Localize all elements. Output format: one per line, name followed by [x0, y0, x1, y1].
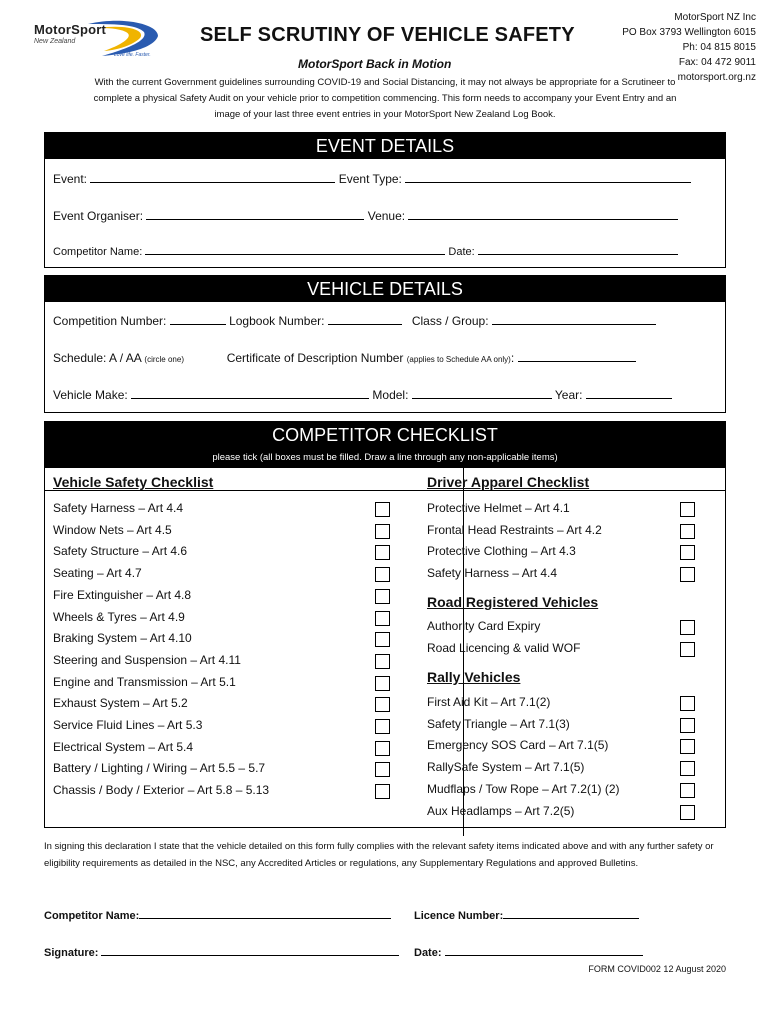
competitor-name-sign-row	[44, 907, 391, 922]
rally-items-label: RallySafe System – Art 7.1(5)	[427, 760, 585, 775]
schedule-row	[53, 350, 717, 365]
vehicle-make-field[interactable]	[131, 387, 369, 399]
venue-label: Venue:	[367, 209, 406, 223]
logo-sub: New Zealand	[34, 38, 76, 45]
vehicle-safety-items-label: Seating – Art 4.7	[53, 566, 142, 581]
model-label: Model:	[372, 388, 409, 402]
competitor-name-field[interactable]	[145, 243, 445, 255]
event-field[interactable]	[90, 171, 335, 183]
competition-row	[53, 313, 717, 328]
vehicle-safety-items-checkbox[interactable]	[375, 524, 390, 539]
driver-apparel-items-label: Frontal Head Restraints – Art 4.2	[427, 522, 602, 537]
contact-block	[622, 10, 756, 85]
vehicle-safety-items-label: Battery / Lighting / Wiring – Art 5.5 – 5.7	[53, 761, 266, 776]
rally-items-checkbox[interactable]	[680, 696, 695, 711]
logo-tagline: Love life. Faster.	[114, 52, 151, 58]
vehicle-safety-items-checkbox[interactable]	[375, 741, 390, 756]
vehicle-safety-items-label: Safety Structure – Art 4.6	[53, 544, 188, 559]
checklist-instruction: please tick (all boxes must be filled. Draw a line through any non-applicable items)	[45, 448, 725, 468]
signature-label: Signature:	[44, 947, 99, 959]
rally-items-label: Mudflaps / Tow Rope – Art 7.2(1) (2)	[427, 781, 620, 796]
cod-number-field[interactable]	[518, 350, 636, 362]
rally-items-label: Safety Triangle – Art 7.1(3)	[427, 716, 570, 731]
competitor-row	[53, 243, 717, 258]
road-registered-items-checkbox[interactable]	[680, 620, 695, 635]
contact-website[interactable]: motorsport.org.nz	[677, 72, 756, 83]
model-field[interactable]	[412, 387, 552, 399]
vehicle-safety-items-checkbox[interactable]	[375, 589, 390, 604]
sign-date-label: Date:	[414, 947, 442, 959]
sign-date-row	[414, 944, 643, 959]
vehicle-safety-items-checkbox[interactable]	[375, 654, 390, 669]
vehicle-safety-items-label: Exhaust System – Art 5.2	[53, 696, 188, 711]
organiser-row	[53, 208, 717, 223]
event-details-section	[44, 132, 726, 268]
contact-org: MotorSport NZ Inc	[674, 12, 756, 23]
sign-competitor-name-field[interactable]	[139, 907, 391, 919]
rally-items-checkbox[interactable]	[680, 718, 695, 733]
schedule-note: (circle one)	[144, 355, 184, 364]
rally-items-label: Aux Headlamps – Art 7.2(5)	[427, 803, 575, 818]
contact-fax: Fax: 04 472 9011	[678, 57, 756, 68]
road-registered-items-checkbox[interactable]	[680, 642, 695, 657]
vehicle-safety-items-label: Window Nets – Art 4.5	[53, 522, 172, 537]
road-registered-heading: Road Registered Vehicles	[427, 594, 599, 610]
year-field[interactable]	[586, 387, 672, 399]
vehicle-safety-items-label: Chassis / Body / Exterior – Art 5.8 – 5.13	[53, 783, 270, 798]
checklist-heading: COMPETITOR CHECKLIST	[45, 422, 725, 448]
licence-row	[414, 907, 639, 922]
vehicle-safety-items-label: Wheels & Tyres – Art 4.9	[53, 609, 185, 624]
cod-note: (applies to Schedule AA only)	[406, 355, 511, 364]
vehicle-safety-items-checkbox[interactable]	[375, 784, 390, 799]
competitor-checklist-section	[44, 421, 726, 828]
contact-address: PO Box 3793 Wellington 6015	[622, 27, 756, 38]
sign-date-field[interactable]	[445, 944, 643, 956]
driver-apparel-items-checkbox[interactable]	[680, 502, 695, 517]
vehicle-make-label: Vehicle Make:	[53, 388, 128, 402]
driver-apparel-items-checkbox[interactable]	[680, 545, 695, 560]
form-id: FORM COVID002 12 August 2020	[588, 964, 726, 974]
schedule-label[interactable]: Schedule: A / AA	[53, 351, 142, 365]
logbook-number-label: Logbook Number:	[229, 314, 325, 328]
licence-number-label: Licence Number:	[414, 910, 504, 922]
competitor-name-label: Competitor Name:	[53, 246, 143, 258]
driver-apparel-items-label: Safety Harness – Art 4.4	[427, 566, 558, 581]
date-label: Date:	[448, 246, 475, 258]
signature-row	[44, 944, 399, 959]
contact-phone: Ph: 04 815 8015	[682, 42, 756, 53]
vehicle-details-heading: VEHICLE DETAILS	[45, 276, 725, 302]
vehicle-details-section	[44, 275, 726, 413]
class-group-label: Class / Group:	[411, 314, 489, 328]
header-divider	[45, 490, 725, 491]
sign-competitor-name-label: Competitor Name:	[44, 910, 140, 922]
event-organiser-label: Event Organiser:	[53, 209, 144, 223]
vehicle-safety-heading: Vehicle Safety Checklist	[53, 474, 214, 490]
rally-items-checkbox[interactable]	[680, 739, 695, 754]
vehicle-safety-items-label: Fire Extinguisher – Art 4.8	[53, 587, 192, 602]
motorsport-logo	[28, 18, 163, 60]
form-title: SELF SCRUTINY OF VEHICLE SAFETY	[200, 24, 575, 46]
vehicle-safety-items-checkbox[interactable]	[375, 611, 390, 626]
competition-number-field[interactable]	[170, 313, 226, 325]
rally-items-checkbox[interactable]	[680, 805, 695, 820]
logbook-number-field[interactable]	[328, 313, 402, 325]
cod-label: Certificate of Description Number	[226, 351, 404, 365]
driver-apparel-items-label: Protective Helmet – Art 4.1	[427, 501, 570, 515]
road-registered-items-label: Authority Card Expiry	[427, 619, 541, 633]
vehicle-safety-items-checkbox[interactable]	[375, 719, 390, 734]
driver-apparel-heading: Driver Apparel Checklist	[427, 474, 590, 490]
vehicle-safety-items-label: Engine and Transmission – Art 5.1	[53, 674, 236, 689]
rally-items-checkbox[interactable]	[680, 783, 695, 798]
vehicle-safety-items-label: Electrical System – Art 5.4	[53, 739, 194, 754]
logo-brand: MotorSport	[34, 22, 107, 37]
declaration-text: In signing this declaration I state that the vehicle detailed on this form fully complies with the relevant safety items indicated above and with any further safety or eligibility requirements as detailed in the NSC, any Accredited Articles or regulations, any Supplementary Regulations and approved Bulletins.	[44, 841, 714, 869]
vehicle-safety-items-checkbox[interactable]	[375, 676, 390, 691]
vehicle-safety-items-checkbox[interactable]	[375, 632, 390, 647]
driver-apparel-items-label: Protective Clothing – Art 4.3	[427, 544, 576, 559]
signature-field[interactable]	[101, 944, 399, 956]
vehicle-safety-items-label: Safety Harness – Art 4.4	[53, 501, 184, 515]
form-subtitle: MotorSport Back in Motion	[298, 57, 452, 71]
event-organiser-field[interactable]	[146, 208, 364, 220]
event-label: Event:	[53, 172, 88, 186]
venue-field[interactable]	[408, 208, 678, 220]
licence-number-field[interactable]	[503, 907, 639, 919]
vehicle-safety-items-checkbox[interactable]	[375, 762, 390, 777]
date-field[interactable]	[478, 243, 678, 255]
competition-number-label: Competition Number:	[53, 314, 167, 328]
year-label: Year:	[554, 388, 583, 402]
vehicle-safety-items-label: Braking System – Art 4.10	[53, 631, 192, 646]
cod-colon: :	[510, 351, 515, 365]
driver-apparel-items-checkbox[interactable]	[680, 567, 695, 582]
vehicle-safety-items-label: Steering and Suspension – Art 4.11	[53, 652, 241, 667]
event-type-field[interactable]	[405, 171, 691, 183]
event-details-heading: EVENT DETAILS	[45, 133, 725, 159]
event-row	[53, 171, 717, 186]
rally-items-label: Emergency SOS Card – Art 7.1(5)	[427, 738, 609, 753]
vehicle-safety-items-checkbox[interactable]	[375, 502, 390, 517]
vehicle-safety-items-checkbox[interactable]	[375, 567, 390, 582]
rally-heading: Rally Vehicles	[427, 669, 521, 685]
event-type-label: Event Type:	[338, 172, 402, 186]
driver-apparel-items-checkbox[interactable]	[680, 524, 695, 539]
vehicle-safety-items-label: Service Fluid Lines – Art 5.3	[53, 718, 203, 732]
make-row	[53, 387, 717, 402]
intro-paragraph: With the current Government guidelines surrounding COVID-19 and Social Distancing, it may not always be appropriate for a Scrutineer to complete a physical Safety Audit on your vehicle prior to competition commencing. This form needs to accompany your Event Entry and an image of your last three event entries in your MotorSport New Zealand Log Book.	[93, 77, 677, 120]
rally-items-checkbox[interactable]	[680, 761, 695, 776]
rally-items-label: First Aid Kit – Art 7.1(2)	[427, 695, 551, 709]
vehicle-safety-items-checkbox[interactable]	[375, 697, 390, 712]
vehicle-safety-items-checkbox[interactable]	[375, 545, 390, 560]
class-group-field[interactable]	[492, 313, 656, 325]
road-registered-items-label: Road Licencing & valid WOF	[427, 641, 581, 655]
